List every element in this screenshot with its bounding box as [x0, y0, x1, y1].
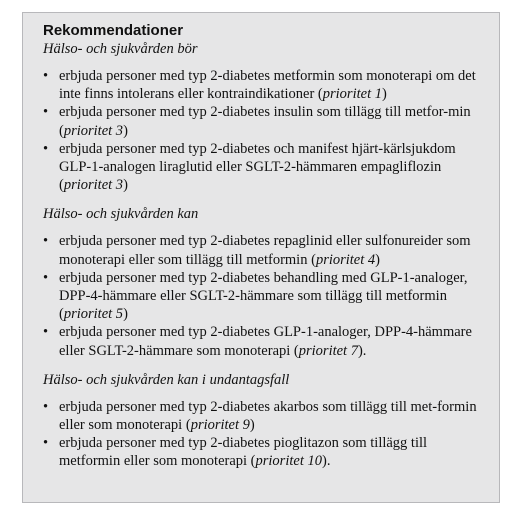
item-text: erbjuda personer med typ 2-diabetes och manifest hjärt-kärlsjukdom GLP-1-analogen liraglutid eller SGLT-2-hämmaren empagliflozin	[59, 140, 456, 176]
section-exceptional	[43, 371, 479, 471]
section-can	[43, 205, 479, 359]
section-heading: Hälso- och sjukvården bör	[43, 41, 198, 57]
item-text: erbjuda personer med typ 2-diabetes behandling med GLP-1-analoger, DPP-4-hämmare eller SGLT-2-hämmare som tillägg till metformin	[59, 269, 468, 305]
item-text: erbjuda personer med typ 2-diabetes insulin som tillägg till metfor-min	[59, 104, 471, 121]
item-tail: )	[123, 306, 128, 323]
item-tail: )	[123, 122, 128, 139]
bullet-icon: •	[43, 233, 49, 250]
priority-label: prioritet 9	[190, 417, 250, 434]
bullet-icon: •	[43, 269, 49, 286]
list-item: • erbjuda personer med typ 2-diabetes repaglinid eller sulfonureider som monoterapi eller som tillägg till metformin (prioritet 4)	[43, 233, 471, 268]
priority-label: prioritet 1	[322, 86, 382, 103]
priority-label: prioritet 5	[63, 306, 124, 323]
recommendations-box	[22, 12, 500, 503]
bullet-icon: •	[43, 435, 49, 452]
recommendations-title: Rekommendationer	[43, 22, 184, 39]
bullet-icon: •	[43, 140, 49, 157]
list-item: • erbjuda personer med typ 2-diabetes metformin som monoterapi om det inte finns intolerans eller kontraindikationer (prioritet 1)	[43, 68, 476, 103]
bullet-icon: •	[43, 104, 49, 121]
item-tail: ).	[321, 453, 331, 470]
list-item: • erbjuda personer med typ 2-diabetes pioglitazon som tillägg till metformin eller som monoterapi (prioritet 10).	[43, 435, 428, 470]
priority-label: prioritet 7	[298, 342, 358, 359]
list-item: • erbjuda personer med typ 2-diabetes akarbos som tillägg till met-formin eller som monoterapi (prioritet 9)	[43, 398, 477, 434]
item-tail: )	[381, 86, 387, 103]
priority-label: prioritet 4	[315, 251, 376, 268]
item-text: erbjuda personer med typ 2-diabetes pioglitazon som tillägg till metformin eller som monoterapi	[59, 435, 428, 470]
section-heading: Hälso- och sjukvården kan i undantagsfall	[43, 371, 290, 388]
item-tail: ).	[357, 342, 367, 359]
list-item: • erbjuda personer med typ 2-diabetes insulin som tillägg till metfor-min (prioritet 3)	[43, 104, 471, 139]
priority-label: prioritet 3	[63, 122, 124, 139]
bullet-icon: •	[43, 324, 49, 341]
item-tail: )	[249, 417, 255, 434]
recommendation-list	[43, 398, 479, 471]
list-item: • erbjuda personer med typ 2-diabetes GLP-1-analoger, DPP-4-hämmare eller SGLT-2-hämmare som monoterapi (prioritet 7).	[43, 324, 472, 359]
bullet-icon: •	[43, 398, 49, 415]
bullet-icon: •	[43, 68, 49, 84]
item-text: erbjuda personer med typ 2-diabetes GLP-1-analoger, DPP-4-hämmare eller SGLT-2-hämmare som monoterapi	[59, 324, 472, 359]
priority-label: prioritet 3	[63, 177, 124, 194]
recommendation-list	[43, 232, 479, 359]
priority-label: prioritet 10	[255, 453, 322, 470]
item-tail: )	[375, 251, 380, 268]
item-text: erbjuda personer med typ 2-diabetes metformin som monoterapi om det inte finns intolerans eller kontraindikationer	[59, 68, 476, 103]
item-text: erbjuda personer med typ 2-diabetes repaglinid eller sulfonureider som monoterapi eller som tillägg till metformin	[59, 233, 471, 268]
list-item: • erbjuda personer med typ 2-diabetes och manifest hjärt-kärlsjukdom GLP-1-analogen liraglutid eller SGLT-2-hämmaren empagliflozin (prioritet 3)	[43, 140, 456, 194]
section-heading: Hälso- och sjukvården kan	[43, 206, 199, 223]
item-text: erbjuda personer med typ 2-diabetes akarbos som tillägg till met-formin eller som monoterapi	[59, 398, 477, 434]
item-tail: )	[123, 177, 128, 194]
recommendation-list	[43, 67, 479, 194]
list-item: • erbjuda personer med typ 2-diabetes behandling med GLP-1-analoger, DPP-4-hämmare eller SGLT-2-hämmare som tillägg till metformin (prioritet 5)	[43, 269, 468, 323]
section-should	[43, 40, 479, 194]
